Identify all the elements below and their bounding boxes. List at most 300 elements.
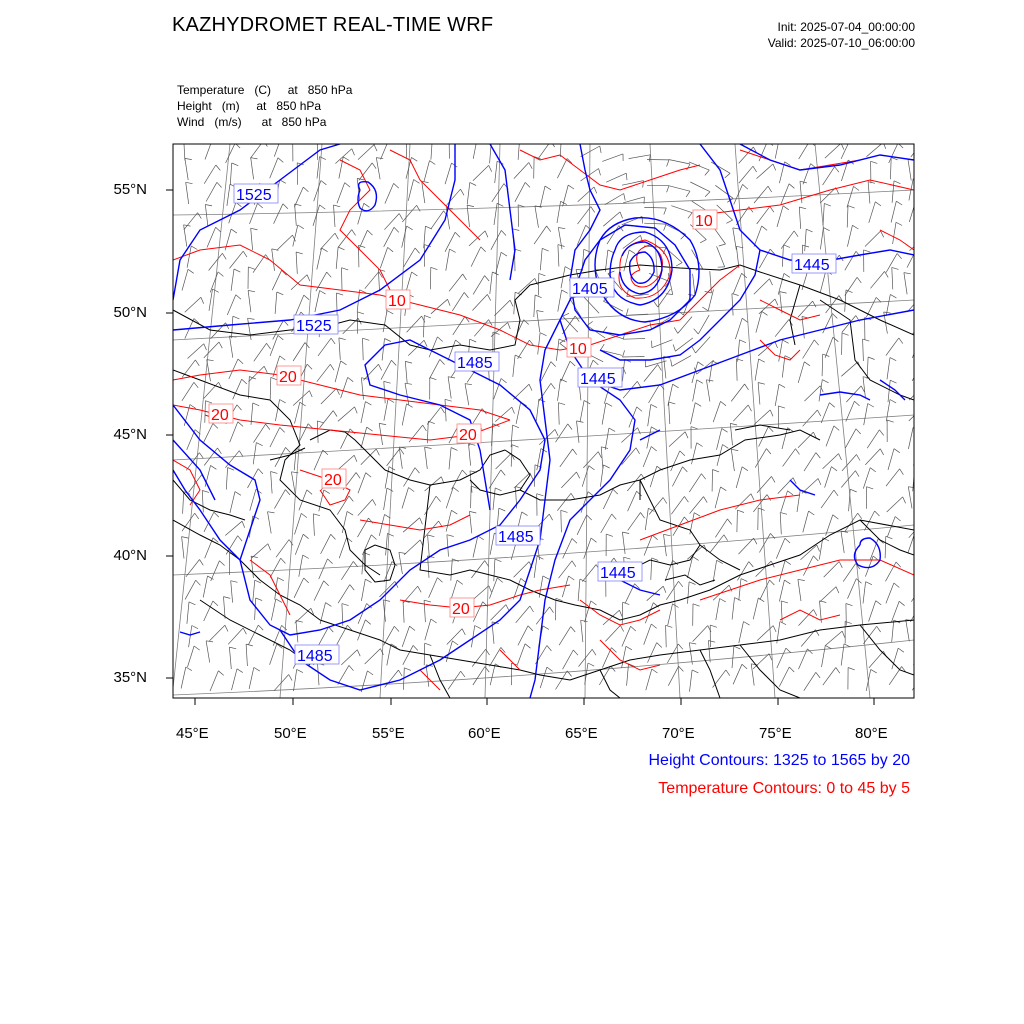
wind-barb — [560, 449, 573, 467]
wind-barb-flag — [425, 447, 432, 448]
wind-barb — [250, 489, 256, 510]
wind-barb — [338, 407, 355, 421]
wind-barb — [493, 488, 495, 510]
wind-barb-flag — [423, 425, 427, 431]
wind-barb — [315, 291, 320, 313]
wind-barb-flag — [268, 512, 275, 513]
wind-barb — [515, 182, 525, 201]
wind-barb — [643, 447, 651, 467]
wind-barb-flag — [487, 294, 490, 300]
wind-barb — [908, 487, 912, 509]
wind-barb-flag — [572, 539, 577, 544]
wind-barb — [805, 229, 807, 251]
wind-barb-flag — [823, 228, 829, 231]
wind-barb — [846, 401, 855, 421]
wind-barb-flag — [887, 420, 894, 422]
wind-barb-flag — [895, 517, 900, 522]
wind-barb-flag — [462, 629, 465, 635]
wind-barb — [469, 231, 485, 246]
wind-barb — [671, 206, 692, 213]
wind-barb-flag — [202, 491, 209, 493]
wind-barb — [271, 472, 273, 494]
wind-barb-flag — [783, 206, 789, 210]
wind-barb — [385, 670, 399, 687]
wind-barb-flag — [234, 269, 240, 272]
wind-barb — [494, 559, 495, 581]
wind-barb-flag — [722, 428, 728, 432]
wind-barbs — [181, 135, 932, 692]
wind-barb-flag — [723, 445, 729, 449]
wind-barb — [453, 317, 465, 335]
wind-barb-flag — [834, 490, 838, 496]
wind-barb-flag — [231, 581, 238, 583]
wind-barb — [336, 247, 338, 269]
wind-barb — [490, 533, 494, 555]
wind-barb-flag — [626, 646, 632, 650]
wind-barb — [560, 135, 561, 157]
wind-barb-flag — [624, 194, 626, 201]
wind-barb-flag — [425, 643, 432, 645]
wind-barb — [605, 428, 609, 450]
wind-barb — [906, 620, 910, 642]
wind-barb — [892, 181, 894, 203]
wind-barb — [321, 534, 331, 554]
wind-barb-flag — [282, 136, 287, 140]
wind-barb-flag — [572, 561, 576, 567]
wind-barb — [341, 650, 357, 665]
wind-barb-flag — [770, 206, 774, 212]
wind-barb-flag — [613, 489, 618, 494]
wind-barb — [295, 402, 300, 423]
wind-barb — [448, 340, 456, 361]
wind-barb-flag — [253, 403, 259, 406]
wind-barb — [581, 620, 583, 642]
wind-barb — [470, 511, 472, 533]
wind-barb — [207, 227, 216, 247]
wind-barb — [294, 669, 297, 691]
wind-barb-flag — [923, 521, 926, 527]
wind-barb-flag — [431, 619, 437, 623]
wind-barb — [775, 384, 779, 406]
wind-barb — [911, 140, 924, 157]
wind-barb — [825, 143, 841, 158]
wind-barb — [381, 360, 391, 379]
wind-barb-flag — [388, 247, 394, 251]
wind-barb — [341, 377, 348, 398]
wind-barb-flag — [481, 247, 486, 252]
wind-barb-flag — [697, 443, 703, 447]
wind-barb-flag — [551, 383, 555, 389]
wind-barb-flag — [921, 603, 926, 608]
wind-barb-flag — [679, 581, 683, 587]
wind-barb-flag — [695, 403, 701, 407]
wind-barb-flag — [839, 454, 842, 460]
wind-barb-flag — [804, 362, 810, 366]
wind-barb-flag — [786, 648, 791, 653]
wind-barb-flag — [440, 359, 445, 364]
wind-barb-flag — [198, 213, 202, 219]
wind-barb — [710, 535, 724, 552]
wind-barb-flag — [749, 207, 753, 213]
wind-barb — [733, 273, 741, 293]
wind-barb-flag — [734, 646, 740, 649]
wind-barb — [801, 630, 815, 647]
wind-barb — [491, 230, 501, 249]
wind-barb — [732, 646, 734, 668]
wind-barb-flag — [758, 383, 765, 385]
wind-barb-flag — [367, 671, 373, 675]
wind-barb-flag — [418, 586, 422, 592]
wind-barb-flag — [890, 380, 896, 383]
wind-barb — [270, 158, 278, 178]
wind-barb — [342, 268, 343, 290]
wind-barb — [867, 430, 879, 448]
wind-barb-flag — [267, 343, 271, 349]
wind-barb — [314, 581, 324, 601]
wind-barb-flag — [452, 641, 458, 645]
wind-barb-flag — [724, 535, 728, 541]
wind-barb-flag — [238, 359, 243, 364]
wind-barb-flag — [561, 510, 568, 512]
wind-barb-flag — [929, 450, 932, 456]
wind-barb-flag — [478, 536, 484, 540]
wind-barb-flag — [436, 496, 441, 501]
wind-barb-flag — [854, 186, 860, 190]
wind-barb — [731, 384, 744, 401]
wind-barb-flag — [842, 631, 845, 638]
wind-barb — [602, 154, 623, 162]
wind-barb-flag — [326, 603, 332, 607]
wind-barb-flag — [674, 327, 678, 333]
wind-barb — [649, 384, 660, 403]
wind-barb-flag — [705, 192, 710, 197]
wind-barb-flag — [664, 208, 667, 215]
wind-barb — [229, 359, 238, 379]
wind-barb — [518, 340, 530, 359]
wind-barb — [188, 344, 204, 359]
wind-barb — [689, 643, 692, 665]
wind-barb — [756, 311, 762, 332]
wind-barb — [803, 340, 815, 359]
wind-barb — [204, 448, 217, 466]
wind-barb-flag — [432, 138, 439, 141]
wind-barb-flag — [216, 227, 221, 232]
wind-barb — [291, 472, 295, 494]
wind-barb-flag — [512, 407, 515, 414]
wind-barb-flag — [451, 448, 457, 451]
field-height: Height (m) at 850 hPa — [177, 99, 322, 113]
wind-barb — [402, 226, 407, 248]
wind-barb-flag — [571, 493, 575, 499]
wind-barb-flag — [489, 165, 492, 171]
wind-barb — [231, 581, 233, 603]
wind-barb — [296, 621, 298, 643]
wind-barb — [321, 388, 337, 404]
wind-barb — [429, 578, 438, 598]
wind-barb — [826, 631, 843, 645]
wind-barb-flag — [350, 585, 354, 591]
wind-barb-flag — [213, 289, 219, 292]
wind-barb — [803, 511, 809, 532]
wind-barb — [578, 207, 591, 225]
wind-barb-flag — [455, 232, 460, 237]
wind-barb-flag — [289, 540, 293, 546]
wind-barb-flag — [367, 230, 372, 235]
wind-barb-flag — [920, 337, 925, 342]
wind-barb-flag — [875, 511, 880, 516]
wind-barb-flag — [304, 578, 309, 583]
wind-barb — [361, 449, 377, 465]
wind-barb — [518, 626, 528, 646]
wind-barb — [893, 222, 896, 244]
wind-barb-flag — [870, 468, 876, 472]
wind-barb — [361, 378, 363, 400]
wind-barb — [206, 641, 210, 663]
wind-barb-flag — [809, 511, 815, 515]
wind-barb-flag — [309, 391, 312, 397]
wind-barb-flag — [592, 649, 596, 655]
wind-barb — [780, 512, 781, 534]
wind-barb-flag — [501, 379, 507, 383]
wind-barb — [871, 271, 885, 288]
wind-barb-flag — [591, 538, 596, 542]
wind-barb-flag — [528, 626, 533, 631]
wind-barb — [689, 474, 701, 492]
wind-barb — [892, 620, 894, 642]
wind-barb-flag — [249, 377, 256, 380]
wind-barb — [334, 205, 336, 227]
wind-barb-flag — [720, 599, 726, 602]
wind-barb — [317, 364, 331, 381]
wind-barb — [819, 380, 822, 402]
wind-barb — [233, 379, 242, 399]
wind-barb-flag — [337, 293, 344, 295]
wind-barb-flag — [322, 248, 328, 252]
wind-barb-flag — [726, 670, 730, 676]
wind-barb-flag — [844, 644, 850, 647]
wind-barb — [230, 422, 238, 443]
wind-barb — [822, 354, 823, 376]
wind-barb-flag — [264, 366, 267, 372]
country-boundaries — [173, 265, 914, 698]
wind-barb-flag — [231, 229, 237, 233]
wind-barb-flag — [673, 604, 679, 608]
wind-barb — [318, 338, 331, 356]
wind-barb — [559, 627, 571, 646]
wind-barb-flag — [313, 514, 320, 516]
wind-barb — [717, 428, 722, 449]
wind-barb — [733, 664, 742, 684]
wind-barb-flag — [806, 229, 812, 232]
wind-barb-flag — [324, 581, 329, 586]
wind-barb-flag — [684, 517, 689, 522]
wind-barb-flag — [293, 139, 300, 141]
wind-barb — [803, 410, 818, 426]
wind-barb-flag — [387, 533, 393, 536]
wind-barb-flag — [676, 263, 682, 266]
wind-barb — [731, 449, 734, 471]
wind-barb — [474, 320, 488, 337]
wind-barb-flag — [781, 601, 788, 603]
wind-barb-flag — [631, 626, 636, 631]
wind-barb — [518, 278, 534, 293]
wind-barb-flag — [925, 384, 928, 390]
wind-barb — [691, 403, 696, 425]
wind-barb — [473, 165, 489, 180]
wind-barb-flag — [693, 604, 700, 606]
wind-barb — [210, 272, 218, 293]
wind-barb-flag — [229, 647, 236, 649]
wind-barb-flag — [365, 579, 371, 582]
wind-barb — [892, 648, 898, 669]
wind-barb — [270, 644, 277, 665]
wind-barb — [628, 491, 637, 511]
wind-barb-flag — [335, 233, 338, 239]
wind-barb — [226, 143, 236, 163]
wind-barb-flag — [742, 318, 748, 322]
wind-barb — [803, 556, 813, 576]
wind-barb-flag — [239, 451, 243, 457]
wind-barb — [251, 158, 254, 180]
wind-barb-flag — [251, 158, 258, 159]
wind-barb-flag — [254, 667, 260, 671]
wind-barb-flag — [816, 672, 820, 678]
wind-barb — [823, 203, 824, 225]
wind-barb-flag — [304, 295, 309, 300]
wind-barb-flag — [606, 534, 613, 536]
wind-barb — [209, 625, 225, 641]
wind-barb-flag — [570, 361, 575, 366]
wind-barb-flag — [886, 536, 893, 539]
wind-barb — [737, 562, 748, 581]
wind-barb-flag — [689, 582, 695, 585]
wind-barb — [678, 317, 692, 334]
wind-barb-flag — [833, 337, 838, 342]
wind-barb-flag — [355, 407, 358, 414]
wind-barb — [490, 664, 495, 685]
wind-barb-flag — [475, 626, 481, 629]
wind-barb-flag — [513, 425, 519, 428]
wind-barb-flag — [271, 472, 278, 474]
wind-barb — [845, 290, 846, 312]
wind-barb-flag — [626, 309, 628, 316]
wind-barb-flag — [654, 301, 658, 307]
wind-barb-flag — [688, 213, 692, 219]
wind-barb — [337, 293, 338, 315]
wind-barb — [516, 606, 530, 623]
wind-barb — [754, 226, 762, 247]
wind-barb — [736, 359, 737, 381]
wind-barb — [629, 155, 651, 159]
wind-barb — [803, 164, 811, 185]
height-label: 1445 — [600, 565, 636, 582]
wind-barb — [713, 670, 726, 688]
wind-barb-flag — [540, 333, 546, 336]
wind-barb — [693, 626, 708, 642]
wind-barb-flag — [330, 364, 334, 370]
wind-barb — [584, 297, 599, 313]
wind-barb-flag — [637, 491, 642, 496]
wind-barb-flag — [238, 422, 243, 427]
wind-barb-flag — [297, 669, 303, 672]
wind-barb-flag — [820, 601, 827, 603]
wind-barb — [891, 201, 896, 222]
wind-barb-flag — [205, 205, 212, 206]
wind-barb-flag — [301, 513, 307, 517]
wind-barb — [425, 496, 437, 515]
wind-barb — [781, 491, 788, 512]
wind-barb-flag — [603, 465, 609, 468]
wind-barb-flag — [298, 225, 304, 229]
wind-barb-flag — [683, 467, 688, 472]
wind-barb — [798, 362, 804, 383]
wind-barb — [338, 665, 349, 684]
wind-barb — [735, 318, 742, 339]
wind-barb — [847, 186, 854, 207]
wind-barb-flag — [407, 136, 414, 138]
wind-barb — [273, 320, 284, 339]
wind-barb-flag — [899, 338, 903, 344]
wind-barb — [823, 167, 835, 185]
wind-barb — [646, 669, 652, 690]
wind-barb — [428, 556, 429, 578]
wind-barb — [561, 472, 576, 488]
wind-barb-flag — [194, 382, 198, 388]
wind-barb-flag — [773, 626, 776, 632]
wind-barb-flag — [637, 381, 641, 387]
wind-barb — [671, 496, 684, 514]
wind-barb-flag — [320, 291, 326, 295]
wind-barb-flag — [926, 236, 929, 243]
wind-barb — [845, 251, 856, 270]
wind-barb-flag — [923, 362, 928, 367]
wind-barb-flag — [555, 429, 558, 435]
wind-barb-flag — [428, 535, 435, 537]
wind-barb-flag — [374, 145, 377, 152]
wind-barb-flag — [624, 557, 631, 559]
wind-barb-flag — [525, 182, 530, 187]
wind-barb-flag — [357, 650, 360, 656]
wind-barb-flag — [331, 338, 335, 344]
wind-barb-flag — [833, 515, 839, 519]
wind-barb — [557, 159, 567, 179]
wind-barb — [518, 205, 519, 227]
height-label: 1405 — [572, 281, 608, 298]
wind-barb-flag — [412, 272, 418, 276]
wind-barb — [295, 534, 303, 555]
wind-barb — [274, 204, 283, 224]
wind-barb — [429, 337, 437, 357]
wind-barb — [578, 579, 580, 601]
wind-barb — [277, 235, 293, 250]
wind-barb-flag — [437, 578, 442, 583]
temperature-label: 20 — [211, 407, 229, 424]
wind-barb-flag — [430, 161, 436, 165]
wind-barb — [558, 403, 559, 425]
height-contour-labels — [234, 184, 836, 665]
wind-barb — [538, 333, 540, 355]
wind-barb-flag — [547, 646, 552, 651]
wind-barb — [513, 355, 515, 377]
wind-barb — [296, 252, 297, 274]
wind-barb-flag — [569, 576, 575, 580]
wind-barb — [621, 428, 637, 443]
wind-barb — [272, 249, 275, 271]
wind-barb — [733, 228, 737, 250]
wind-barb-flag — [651, 404, 657, 407]
wind-barb-flag — [921, 644, 927, 648]
wind-barb-flag — [924, 140, 928, 146]
